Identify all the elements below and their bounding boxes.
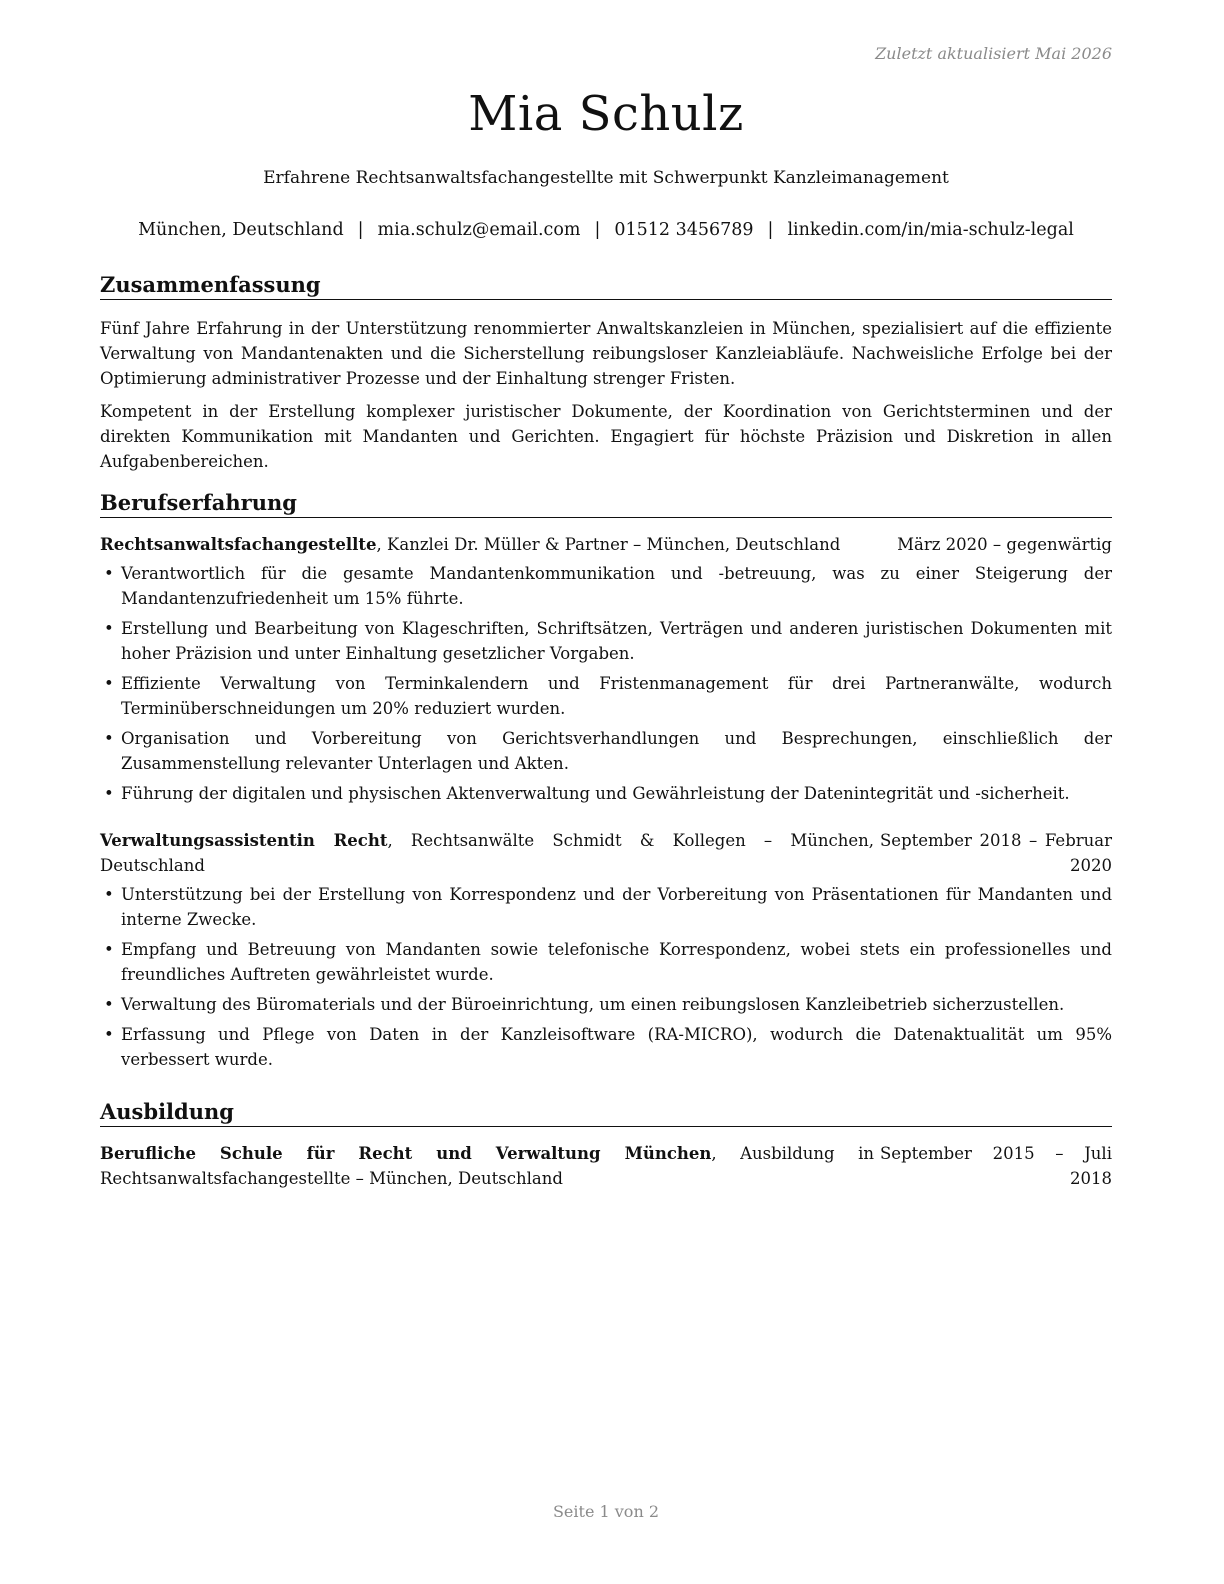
bullet-text: Unterstützung bei der Erstellung von Korrespondenz und der Vorbereitung von Präsentationen für Mandanten und interne Zwecke. bbox=[121, 885, 1112, 929]
bullet-text: Erfassung und Pflege von Daten in der Kanzleisoftware (RA-MICRO), wodurch die Datenaktualität um 95% verbessert wurde. bbox=[121, 1025, 1112, 1069]
contact-linkedin[interactable]: linkedin.com/in/mia-schulz-legal bbox=[787, 220, 1074, 240]
contact-email[interactable]: mia.schulz@email.com bbox=[377, 220, 581, 240]
job-entry bbox=[100, 532, 1112, 806]
education-dates: September 2015 – Juli 2018 bbox=[880, 1144, 1112, 1188]
job-title-line bbox=[100, 828, 874, 878]
job-bullets bbox=[100, 561, 1112, 806]
list-item: • Unterstützung bei der Erstellung von Korrespondenz und der Vorbereitung von Präsentationen für Mandanten und interne Zwecke. bbox=[104, 885, 1112, 929]
bullet-text: Verantwortlich für die gesamte Mandantenkommunikation und -betreuung, was zu einer Steigerung der Mandantenzufriedenheit um 15% führte. bbox=[121, 564, 1112, 608]
education-section bbox=[100, 1098, 1112, 1191]
job-entry bbox=[100, 828, 1112, 1072]
contact-location: München, Deutschland bbox=[138, 220, 344, 240]
contact-line bbox=[100, 220, 1112, 240]
bullet-text: Führung der digitalen und physischen Aktenverwaltung und Gewährleistung der Datenintegrität und -sicherheit. bbox=[121, 784, 1070, 803]
section-title: Berufserfahrung bbox=[100, 489, 1112, 518]
resume-page bbox=[100, 0, 1112, 1584]
education-details: , Ausbildung in Rechtsanwaltsfachangestellte – München, Deutschland bbox=[100, 1144, 874, 1188]
contact-separator: | bbox=[767, 220, 774, 240]
job-company: , Kanzlei Dr. Müller & Partner – München, Deutschland bbox=[376, 535, 841, 554]
list-item: • Organisation und Vorbereitung von Gerichtsverhandlungen und Besprechungen, einschließlich der Zusammenstellung relevanter Unterlagen und Akten. bbox=[104, 729, 1112, 773]
list-item: • Effiziente Verwaltung von Terminkalendern und Fristenmanagement für drei Partneranwälte, wodurch Terminüberschneidungen um 20% reduziert wurden. bbox=[104, 674, 1112, 718]
candidate-name: Mia Schulz bbox=[468, 86, 744, 142]
job-company: , Rechtsanwälte Schmidt & Kollegen – München, Deutschland bbox=[100, 831, 874, 875]
job-role: Rechtsanwaltsfachangestellte bbox=[100, 535, 377, 554]
bullet-text: Erstellung und Bearbeitung von Klageschriften, Schriftsätzen, Verträgen und anderen juristischen Dokumenten mit hoher Präzision und unter Einhaltung gesetzlicher Vorgaben. bbox=[121, 619, 1112, 663]
contact-phone[interactable]: 01512 3456789 bbox=[614, 220, 754, 240]
contact-separator: | bbox=[594, 220, 601, 240]
list-item: • Führung der digitalen und physischen Aktenverwaltung und Gewährleistung der Datenintegrität und -sicherheit. bbox=[104, 784, 1070, 803]
job-dates: September 2018 – Februar 2020 bbox=[880, 831, 1112, 875]
list-item: • Verwaltung des Büromaterials und der Büroeinrichtung, um einen reibungslosen Kanzleibetrieb sicherzustellen. bbox=[104, 995, 1065, 1014]
job-bullets bbox=[100, 882, 1112, 1072]
job-header bbox=[100, 828, 1112, 878]
bullet-text: Effiziente Verwaltung von Terminkalendern und Fristenmanagement für drei Partneranwälte, wodurch Terminüberschneidungen um 20% reduziert wurden. bbox=[121, 674, 1112, 718]
list-item: • Verantwortlich für die gesamte Mandantenkommunikation und -betreuung, was zu einer Steigerung der Mandantenzufriedenheit um 15% führte. bbox=[104, 564, 1112, 608]
list-item: • Erfassung und Pflege von Daten in der Kanzleisoftware (RA-MICRO), wodurch die Datenaktualität um 95% verbessert wurde. bbox=[104, 1025, 1112, 1069]
bullet-text: Organisation und Vorbereitung von Gerichtsverhandlungen und Besprechungen, einschließlich der Zusammenstellung relevanter Unterlagen und Akten. bbox=[121, 729, 1112, 773]
section-title: Ausbildung bbox=[100, 1098, 1112, 1127]
education-line bbox=[100, 1141, 874, 1191]
last-updated: Zuletzt aktualisiert Mai 2026 bbox=[875, 44, 1112, 63]
list-item: • Empfang und Betreuung von Mandanten sowie telefonische Korrespondenz, wobei stets ein professionelles und freundliches Auftreten gewährleistet wurde. bbox=[104, 940, 1112, 984]
bullet-text: Verwaltung des Büromaterials und der Büroeinrichtung, um einen reibungslosen Kanzleibetrieb sicherzustellen. bbox=[121, 995, 1065, 1014]
experience-section bbox=[100, 489, 1112, 1077]
education-header bbox=[100, 1141, 1112, 1191]
page-number: Seite 1 von 2 bbox=[552, 1502, 660, 1521]
job-dates: März 2020 – gegenwärtig bbox=[897, 535, 1112, 554]
summary-section bbox=[100, 271, 1112, 474]
job-header bbox=[100, 532, 1112, 557]
school-name: Berufliche Schule für Recht und Verwaltung München bbox=[100, 1144, 712, 1163]
bullet-text: Empfang und Betreuung von Mandanten sowie telefonische Korrespondenz, wobei stets ein professionelles und freundliches Auftreten gewährleistet wurde. bbox=[121, 940, 1112, 984]
job-title-line bbox=[100, 532, 891, 557]
tagline: Erfahrene Rechtsanwaltsfachangestellte mit Schwerpunkt Kanzleimanagement bbox=[263, 168, 949, 188]
section-title: Zusammenfassung bbox=[100, 271, 1112, 300]
list-item: • Erstellung und Bearbeitung von Klageschriften, Schriftsätzen, Verträgen und anderen juristischen Dokumenten mit hoher Präzision und unter Einhaltung gesetzlicher Vorgaben. bbox=[104, 619, 1112, 663]
job-role: Verwaltungsassistentin Recht bbox=[100, 831, 388, 850]
summary-paragraph: Kompetent in der Erstellung komplexer juristischer Dokumente, der Koordination von Gerichtsterminen und der direkten Kommunikation mit Mandanten und Gerichten. Engagiert für höchste Präzision und Diskretion in allen Aufgabenbereichen. bbox=[100, 402, 1112, 471]
contact-separator: | bbox=[357, 220, 364, 240]
summary-paragraph: Fünf Jahre Erfahrung in der Unterstützung renommierter Anwaltskanzleien in München, spezialisiert auf die effiziente Verwaltung von Mandantenakten und die Sicherstellung reibungsloser Kanzleiabläufe. Nachweisliche Erfolge bei der Optimierung administrativer Prozesse und der Einhaltung strenger Fristen. bbox=[100, 319, 1112, 388]
